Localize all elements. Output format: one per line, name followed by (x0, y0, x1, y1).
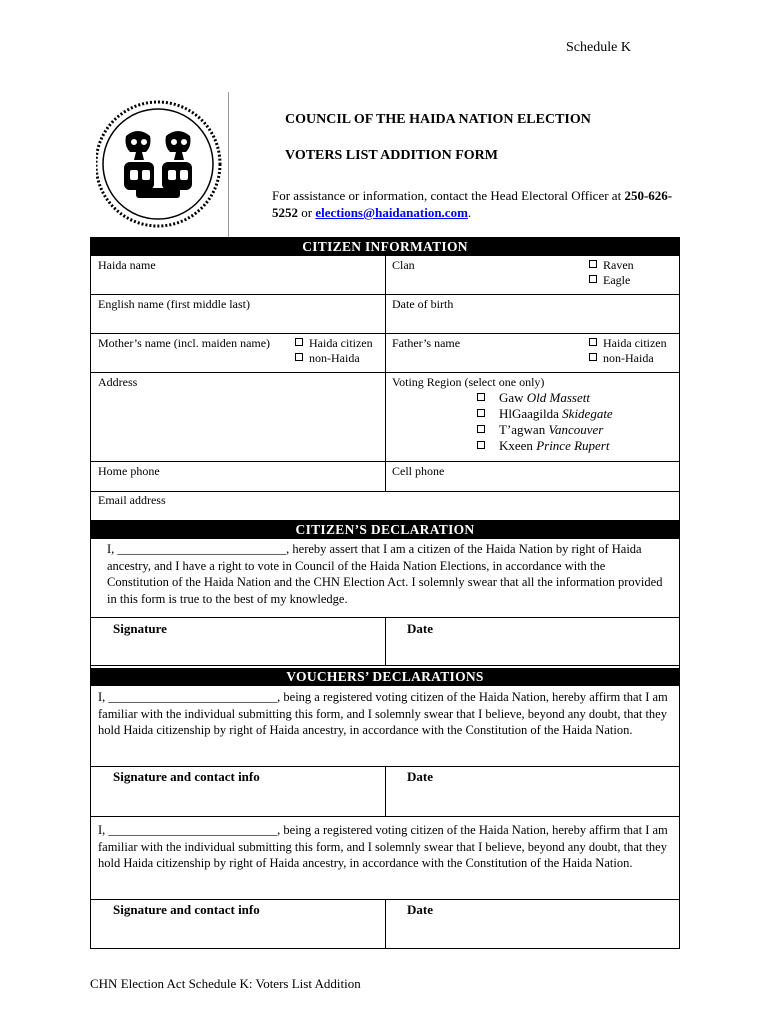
voucher-2-date-field[interactable]: Date (407, 902, 433, 917)
row-divider (91, 294, 679, 295)
region-option-old-massett[interactable] (477, 390, 590, 406)
row-divider (91, 665, 679, 666)
row-divider (91, 461, 679, 462)
cell-phone-field[interactable]: Cell phone (392, 464, 445, 478)
father-name-field[interactable]: Father’s name (392, 336, 461, 350)
row-divider (91, 491, 679, 492)
mother-name-field[interactable]: Mother’s name (incl. maiden name) (98, 336, 271, 350)
contact-info (272, 187, 682, 221)
region-haida-name: T’agwan (499, 422, 549, 437)
dob-field[interactable]: Date of birth (392, 297, 454, 311)
row-divider (91, 372, 679, 373)
haida-nation-seal-logo (96, 96, 246, 232)
eagle-checkbox[interactable] (589, 273, 630, 288)
father-nonhaida-label: non-Haida (603, 351, 654, 365)
voting-region-label: Voting Region (select one only) (392, 375, 545, 389)
checkbox-box[interactable] (477, 441, 485, 449)
voucher-1-text: I, ___________________________, being a registered voting citizen of the Haida Nation, hereby affirm that I am familiar with the individual submitting this form, and I solemnly swear that I believe, beyond any doubt, that they hold Haida citizenship by right of Haida ancestry, in accordance with the Constitution of the Haida Nation. (98, 690, 668, 737)
mother-haida-checkbox[interactable] (295, 336, 373, 351)
region-haida-name: Gaw (499, 390, 527, 405)
region-haida-name: HlGaagilda (499, 406, 563, 421)
eagle-label: Eagle (603, 273, 631, 287)
mother-haida-label: Haida citizen (309, 336, 373, 350)
checkbox-box[interactable] (477, 393, 485, 401)
address-field[interactable]: Address (98, 375, 138, 389)
checkbox-box[interactable] (295, 338, 303, 346)
region-english-name: Skidegate (562, 406, 613, 421)
home-phone-field[interactable]: Home phone (98, 464, 160, 478)
checkbox-box[interactable] (589, 275, 597, 283)
header-divider (228, 92, 229, 238)
region-haida-name: Kxeen (499, 438, 537, 453)
father-nonhaida-checkbox[interactable] (589, 351, 654, 366)
mother-nonhaida-label: non-Haida (309, 351, 360, 365)
region-option-prince-rupert[interactable] (477, 438, 609, 454)
father-haida-label: Haida citizen (603, 336, 667, 350)
region-english-name: Prince Rupert (536, 438, 610, 453)
haida-name-field[interactable]: Haida name (98, 258, 156, 272)
contact-end: . (467, 205, 472, 220)
voters-form (90, 237, 680, 949)
column-divider (385, 766, 386, 816)
checkbox-box[interactable] (477, 409, 485, 417)
region-option-skidegate[interactable] (477, 406, 613, 422)
column-divider (385, 899, 386, 949)
form-subtitle: VOTERS LIST ADDITION FORM (285, 148, 499, 163)
row-divider (91, 333, 679, 334)
voucher-1-date-field[interactable]: Date (407, 769, 433, 784)
email-field[interactable]: Email address (98, 493, 166, 507)
region-english-name: Vancouver (548, 422, 604, 437)
voucher-2-text: I, ___________________________, being a registered voting citizen of the Haida Nation, hereby affirm that I am familiar with the individual submitting this form, and I solemnly swear that I believe, beyond any doubt, that they hold Haida citizenship by right of Haida ancestry, in accordance with the Constitution of the Haida Nation. (98, 823, 668, 870)
checkbox-box[interactable] (295, 353, 303, 361)
father-haida-checkbox[interactable] (589, 336, 667, 351)
row-divider (91, 816, 679, 817)
region-option-vancouver[interactable] (477, 422, 603, 438)
contact-or: or (298, 205, 316, 220)
voucher-2-signature-field[interactable]: Signature and contact info (113, 902, 260, 917)
contact-phone: 250-626-5252 (272, 188, 673, 220)
citizen-declaration-heading: CITIZEN’S DECLARATION (91, 521, 679, 539)
raven-label: Raven (603, 258, 634, 272)
checkbox-box[interactable] (477, 425, 485, 433)
column-divider (385, 256, 386, 491)
checkbox-box[interactable] (589, 353, 597, 361)
citizen-signature-field[interactable]: Signature (113, 621, 167, 636)
checkbox-box[interactable] (589, 260, 597, 268)
voucher-1-signature-field[interactable]: Signature and contact info (113, 769, 260, 784)
english-name-field[interactable]: English name (first middle last) (98, 297, 250, 311)
contact-prefix: For assistance or information, contact the Head Electoral Officer at (272, 188, 625, 203)
form-title: COUNCIL OF THE HAIDA NATION ELECTION (285, 112, 591, 127)
contact-email-link[interactable]: elections@haidanation.com (315, 205, 468, 220)
column-divider (385, 617, 386, 665)
clan-field: Clan (392, 258, 415, 272)
raven-checkbox[interactable] (589, 258, 634, 273)
mother-nonhaida-checkbox[interactable] (295, 351, 360, 366)
citizen-date-field[interactable]: Date (407, 621, 433, 636)
citizen-info-heading: CITIZEN INFORMATION (91, 238, 679, 256)
page-footer: CHN Election Act Schedule K: Voters List Addition (90, 976, 361, 991)
checkbox-box[interactable] (589, 338, 597, 346)
vouchers-heading: VOUCHERS’ DECLARATIONS (91, 668, 679, 686)
citizen-declaration-text: I, ___________________________, hereby assert that I am a citizen of the Haida Nation by right of Haida ancestry, and I have a right to vote in Council of the Haida Nation Elections, in accordance with the Constitution of the Haida Nation and the CHN Election Act. I solemnly swear that all the information provided in this form is true to the best of my knowledge. (107, 542, 663, 606)
schedule-label: Schedule K (566, 40, 631, 55)
region-english-name: Old Massett (526, 390, 590, 405)
